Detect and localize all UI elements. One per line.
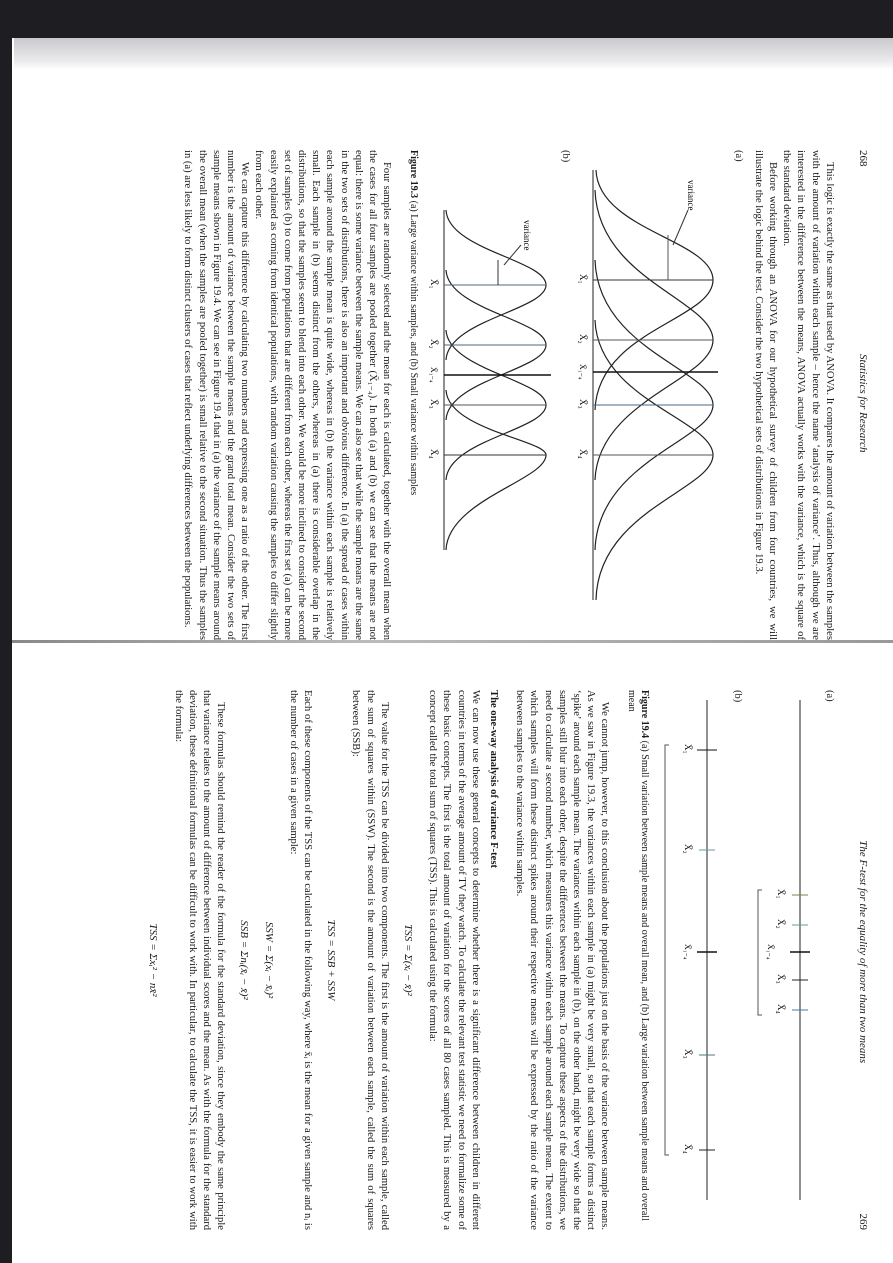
svg-text:X̄₁: X̄₁ [429,279,440,289]
panel-label-a: (a) [823,690,835,702]
svg-text:X̄₃: X̄₃ [578,399,589,409]
left-page [30,150,870,640]
svg-text:X̄₁: X̄₁ [775,889,786,899]
svg-text:X̄₃: X̄₃ [775,974,786,984]
paragraph: Each of these components of the TSS can be calculated in the following way, where x̄ᵢ is the mean for a given sample and nᵢ is the number of cases in a given sample: [287,690,313,1230]
svg-text:X̄₂: X̄₂ [775,919,786,929]
right-page [30,690,870,1230]
svg-text:X̄₁₋₄: X̄₁₋₄ [683,944,693,960]
svg-text:X̄₄: X̄₄ [578,449,589,459]
scanner-edge-left [0,38,12,1263]
svg-text:variance: variance [522,220,533,251]
svg-text:X̄₃: X̄₃ [683,1049,694,1059]
svg-text:X̄₂: X̄₂ [578,334,589,344]
panel-label-b: (b) [560,150,572,163]
paragraph: This logic is exactly the same as that used by ANOVA. It compares the amount of variation between the samples with the amount of variation within each sample – hence the name ‘analysis of variance’. Thus, although we are interested in the difference between the means, ANOVA actually works with the variance, which is the square of the standard deviation. [781,150,835,640]
section-heading: The one-way analysis of variance F-test [487,690,499,869]
figure-19-4 [625,690,835,1230]
svg-text:X̄₃: X̄₃ [429,399,440,409]
page-edge-shadow [14,38,893,70]
figure-19-3 [407,150,744,640]
running-head-title: The F-test for the equality of more than two means [857,840,869,1064]
page-number: 268 [857,150,869,167]
variance-label: variance [686,180,697,211]
scanner-edge-top [0,0,893,38]
svg-text:X̄₁: X̄₁ [578,274,589,284]
formula-partition: TSS = SSB + SSW [325,919,338,1001]
paragraph: Four samples are randomly selected and the mean for each is calculated, together with the overall mean when the cases for all four samples are pooled together (X̄₁₋₄). In both (a) and (b) we can see that the means are not equal: there is some variance between the sample means. We can also see that while the sample means are the same in the two sets of distributions, there is also an important and obvious difference. In (a) the spread of cases within each sample around the sample mean is quite wide, whereas in (b) the variance within each sample is relatively small. Each sample in (b) seems distinct from the others, whereas in (a) there is considerable overlap in the distributions, so that the samples seem to blend into each other. We would be more inclined to consider the second set of samples (b) to come from populations that are different from each other, whereas the first set (a) can be more easily explained as coming from identical populations, with random variation causing the samples to differ slightly from each other. [253,150,393,640]
formula-tss: TSS = Σ(xᵢ − x̄)² [401,924,414,996]
running-head-title: Statistics for Research [857,353,869,453]
svg-text:X̄₁₋₄: X̄₁₋₄ [429,367,439,383]
book-gutter [12,640,893,643]
panel-label-b: (b) [731,690,743,703]
running-head [856,690,870,1230]
formula-tss-computational: TSS = Σxᵢ² − nx̄² [147,923,160,997]
figure-caption: Figure 19.3 (a) Large variance within samples, and (b) Small variance within samples [408,150,420,496]
svg-text:X̄₄: X̄₄ [683,1144,694,1154]
paragraph: We cannot jump, however, to this conclusion about the populations just on the basis of the variance between sample means. As we saw in Figure 19.3, the variances within each sample in (a) might be very small, so that each sample forms a distinct ‘spike’ around each sample mean. The variances within each sample in (b), on the other hand, might be very wide so that the samples still blur into each other, despite the differences between the means. To capture these aspects of the distributions, we need to calculate a second number, which measures this variance within each sample around each sample mean. The extent to which samples will form these distinct spikes around their respective means will be expressed by the ratio of the variance between samples to the variance within samples. [514,690,611,1230]
svg-text:X̄₁₋₄: X̄₁₋₄ [765,944,775,960]
paragraph: These formulas should remind the reader of the formula for the standard deviation, since they embody the same principle that variance relates to the amount of difference between individual scores and the mean. As with the formula for the standard deviation, these definitional formulas can be difficult to work with. In particular, to calculate the TSS, it is easier to work with the formula: [172,690,227,1230]
paragraph: The value for the TSS can be divided into two components. The first is the amount of variation within each sample, called the sum of squares within (SSW). The second is the amount of variation between each sample, called the sum of squares between (SSB): [350,690,390,1230]
formula-ssb: SSB = Σnᵢ(x̄ᵢ − x̄)² [238,920,251,1000]
paragraph: Before working through an ANOVA for our hypothetical survey of children from four countries, we will illustrate the logic behind the test. Consider the two hypothetical sets of distributions in Figure 19.3. [752,150,778,640]
figure-19-4a-clustered-means [750,690,820,1210]
paragraph: We can now use these general concepts to determine whether there is a significant difference between children in different countries in terms of the average amount of TV they watch. To calculate the relevant test statistic we need to formalize some of these basic concepts. The first is the total amount of variation for the scores of all 80 cases sampled. This is measured by a concept called the total sum of squares (TSS). This is calculated using the formula: [427,690,481,1230]
page-number: 269 [857,1213,869,1230]
running-head [856,150,870,640]
figure-19-3a-wide-distributions [578,150,728,620]
panel-label-a: (a) [732,150,744,162]
svg-text:X̄₄: X̄₄ [429,449,440,459]
figure-19-4b-spread-means [657,690,727,1210]
formula-ssw: SSW = Σ(xᵢ − x̄ᵢ)² [262,921,275,999]
paragraph: We can capture this difference by calculating two numbers and expressing one as a ratio of the other. The first number is the amount of variance between the sample means and the grand total mean. Consider the two sets of sample means shown in Figure 19.4. We can see in Figure 19.4 that in (a) the variance of the sample means around the overall mean (when the samples are pooled together) is small relative to the second situation. Thus the samples in (a) are less likely to form distinct clusters of cases that reflect underlying differences between the populations. [182,150,251,640]
svg-text:X̄₂: X̄₂ [683,844,694,854]
figure-19-3b-narrow-distributions [426,150,556,620]
svg-text:X̄₁₋₄: X̄₁₋₄ [578,364,588,380]
svg-text:X̄₂: X̄₂ [429,339,440,349]
figure-caption: Figure 19.4 (a) Small variation between sample means and overall mean, and (b) Large variation between sample means and overall mean [626,690,651,1221]
svg-text:X̄₁: X̄₁ [683,744,694,754]
svg-text:X̄₄: X̄₄ [775,1004,786,1014]
